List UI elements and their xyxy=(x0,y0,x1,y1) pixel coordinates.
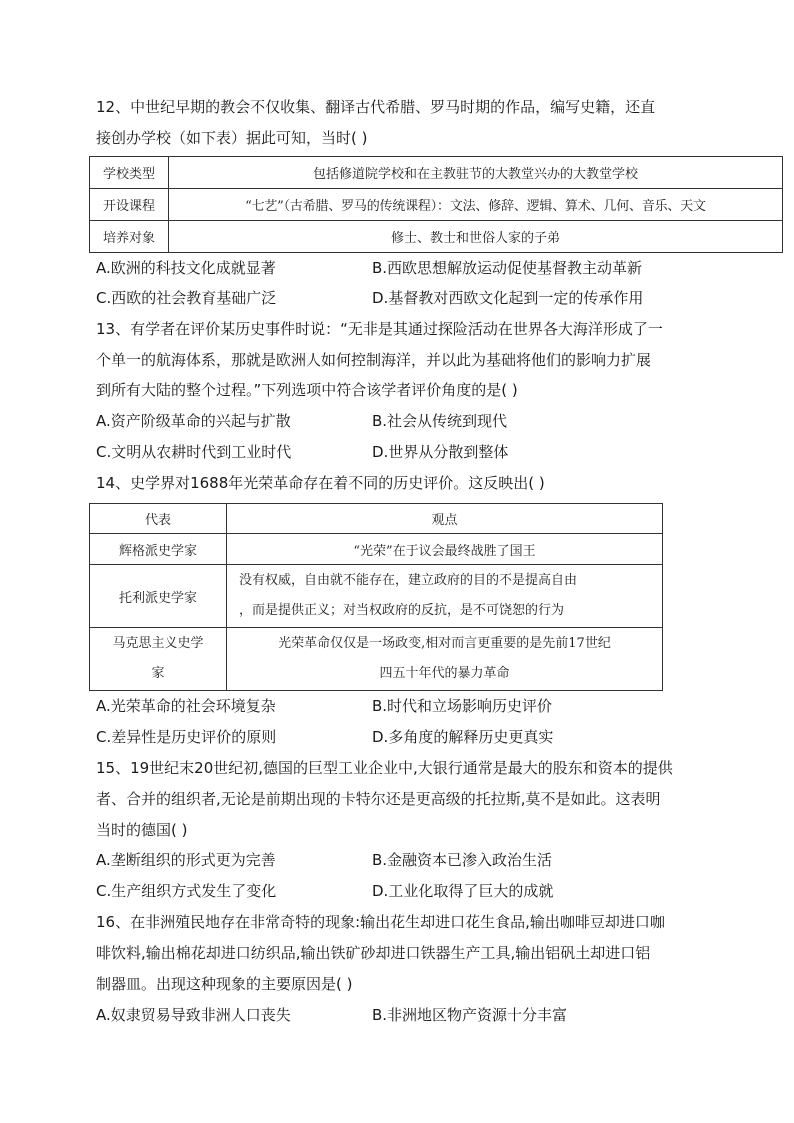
q14-option-b[interactable]: B.时代和立场影响历史评价 xyxy=(372,697,553,715)
q13-option-b[interactable]: B.社会从传统到现代 xyxy=(372,412,508,430)
q15-option-b[interactable]: B.金融资本已渗入政治生活 xyxy=(372,851,553,869)
q16-stem-line2: 啡饮料,输出棉花却进口纺织品,输出铁矿砂却进口铁器生产工具,输出铝矾土却进口铝 xyxy=(96,944,651,962)
q14-cell-value: “光荣”在于议会最终战胜了国王 xyxy=(227,534,663,565)
q14-cell-key: 托利派史学家 xyxy=(90,565,227,628)
q14-cell-value-line1: 光荣革命仅仅是一场政变,相对而言更重要的是先前17世纪 xyxy=(278,636,611,651)
q12-stem-line2: 接创办学校（如下表）据此可知，当时( ) xyxy=(96,129,368,147)
table-row xyxy=(90,628,663,691)
q12-cell-key: 培养对象 xyxy=(90,221,169,253)
table-row xyxy=(90,534,663,565)
q12-table xyxy=(89,156,783,253)
q14-cell-value-line1: 没有权威，自由就不能存在，建立政府的目的不是提高自由 xyxy=(239,573,578,588)
q14-cell-key: 辉格派史学家 xyxy=(90,534,227,565)
q13-option-a[interactable]: A.资产阶级革命的兴起与扩散 xyxy=(96,412,291,430)
table-row xyxy=(90,157,783,189)
q13-stem-line2: 个单一的航海体系，那就是欧洲人如何控制海洋，并以此为基础将他们的影响力扩展 xyxy=(96,351,652,369)
q12-option-d[interactable]: D.基督教对西欧文化起到一定的传承作用 xyxy=(372,289,644,307)
table-header-row xyxy=(90,504,663,534)
q15-stem-line2: 者、合并的组织者,无论是前期出现的卡特尔还是更高级的托拉斯,莫不是如此。这表明 xyxy=(96,790,661,808)
q14-header-key: 代表 xyxy=(90,504,227,534)
q14-cell-key-line1: 马克思主义史学 xyxy=(112,636,204,651)
q14-stem-line1: 14、史学界对1688年光荣革命存在着不同的历史评价。这反映出( ) xyxy=(96,474,545,492)
q13-stem-line1: 13、有学者在评价某历史事件时说：“无非是其通过探险活动在世界各大海洋形成了一 xyxy=(96,320,663,338)
q14-cell-value-line2: 四五十年代的暴力革命 xyxy=(379,666,510,681)
q12-option-a[interactable]: A.欧洲的科技文化成就显著 xyxy=(96,259,276,277)
q14-cell-key xyxy=(90,628,227,691)
q12-cell-key: 开设课程 xyxy=(90,189,169,221)
q12-option-c[interactable]: C.西欧的社会教育基础广泛 xyxy=(96,289,277,307)
q14-header-value: 观点 xyxy=(227,504,663,534)
q13-option-d[interactable]: D.世界从分散到整体 xyxy=(372,443,509,461)
q14-cell-key-line2: 家 xyxy=(151,666,165,681)
q15-stem-line1: 15、19世纪末20世纪初,德国的巨型工业企业中,大银行通常是最大的股东和资本的提供 xyxy=(96,759,673,777)
q15-stem-line3: 当时的德国( ) xyxy=(96,821,188,839)
q12-option-b[interactable]: B.西欧思想解放运动促使基督教主动革新 xyxy=(372,259,643,277)
q16-stem-line3: 制器皿。出现这种现象的主要原因是( ) xyxy=(96,975,353,993)
q13-stem-line3: 到所有大陆的整个过程。”下列选项中符合该学者评价角度的是( ) xyxy=(96,381,518,399)
q16-option-b[interactable]: B.非洲地区物产资源十分丰富 xyxy=(372,1006,568,1024)
q14-option-a[interactable]: A.光荣革命的社会环境复杂 xyxy=(96,697,276,715)
q14-option-d[interactable]: D.多角度的解释历史更真实 xyxy=(372,728,554,746)
q14-cell-value xyxy=(227,628,663,691)
q15-option-a[interactable]: A.垄断组织的形式更为完善 xyxy=(96,851,276,869)
table-row xyxy=(90,221,783,253)
q15-option-c[interactable]: C.生产组织方式发生了变化 xyxy=(96,882,277,900)
q14-cell-value-line2: ，而是提供正义；对当权政府的反抗，是不可饶恕的行为 xyxy=(239,603,565,618)
q14-cell-value xyxy=(227,565,663,628)
q12-stem-line1: 12、中世纪早期的教会不仅收集、翻译古代希腊、罗马时期的作品，编写史籍，还直 xyxy=(96,98,656,116)
q12-cell-value: 修士、教士和世俗人家的子弟 xyxy=(169,221,783,253)
q15-option-d[interactable]: D.工业化取得了巨大的成就 xyxy=(372,882,554,900)
q12-cell-value: “七艺”（古希腊、罗马的传统课程）：文法、修辞、逻辑、算术、几何、音乐、天文 xyxy=(169,189,783,221)
q13-option-c[interactable]: C.文明从农耕时代到工业时代 xyxy=(96,443,292,461)
q16-option-a[interactable]: A.奴隶贸易导致非洲人口丧失 xyxy=(96,1006,291,1024)
q12-cell-key: 学校类型 xyxy=(90,157,169,189)
q14-option-c[interactable]: C.差异性是历史评价的原则 xyxy=(96,728,277,746)
q14-table xyxy=(89,503,663,691)
table-row xyxy=(90,189,783,221)
table-row xyxy=(90,565,663,628)
q12-cell-value: 包括修道院学校和在主教驻节的大教堂兴办的大教堂学校 xyxy=(169,157,783,189)
q16-stem-line1: 16、在非洲殖民地存在非常奇特的现象:输出花生却进口花生食品,输出咖啡豆却进口咖 xyxy=(96,913,665,931)
